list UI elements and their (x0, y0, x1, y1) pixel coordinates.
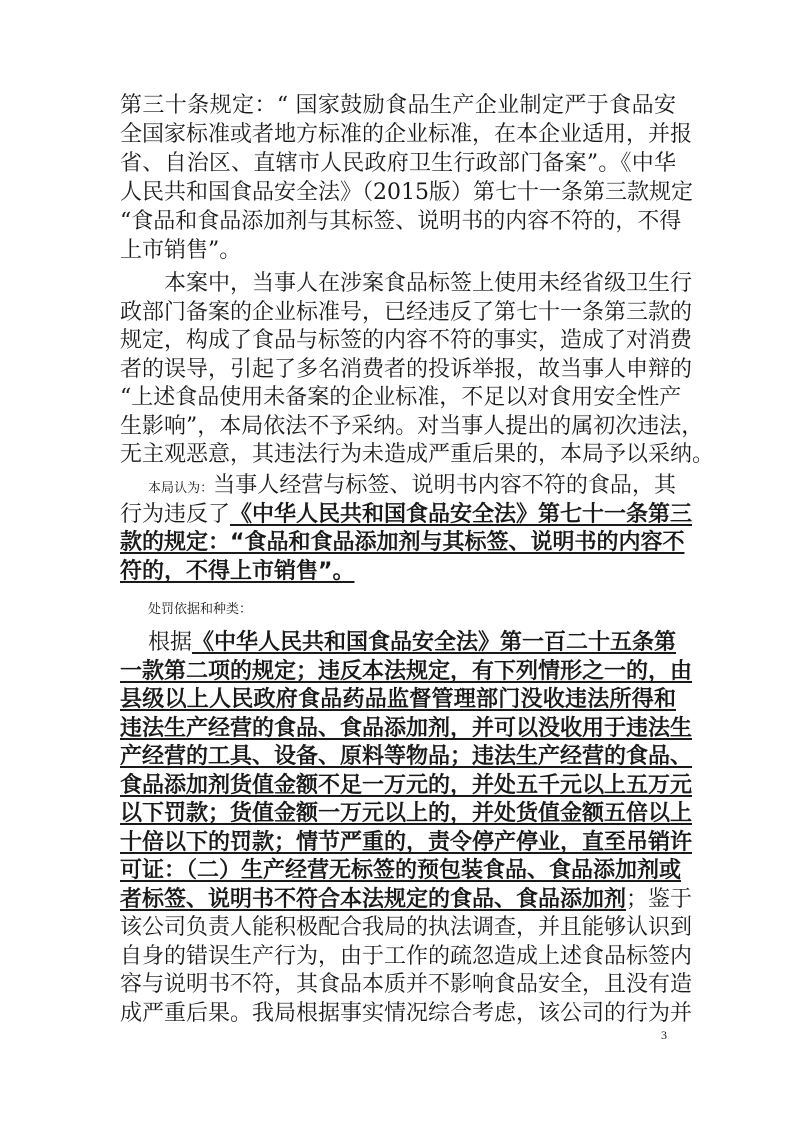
penalty-clause-end: 者标签、说明书不符合本法规定的食品、食品添加剂 (120, 887, 627, 912)
paragraph-1-line-3: 省、自治区、直辖市人民政府卫生行政部门备案”。《中华 (120, 151, 676, 176)
law-citation: 《中华人民共和国食品安全法》第七十一条第三 (230, 502, 693, 527)
violation-intro: 行为违反了 (120, 502, 231, 527)
paragraph-1-line-2: 全国家标准或者地方标准的企业标准，在本企业适用，并报 (120, 122, 693, 147)
paragraph-4-line-7: 以下罚款；货值金额一万元以上的，并处货值金额五倍以上 (120, 801, 693, 826)
finding-text: 当事人经营与标签、说明书内容不符的食品，其 (213, 473, 676, 498)
paragraph-4-line-2: 一款第二项的规定；违反本法规定，有下列情形之一的，由 (120, 659, 693, 684)
penalty-law-citation: 《中华人民共和国食品安全法》第一百二十五条第 (192, 630, 677, 655)
paragraph-1-line-4: 人民共和国食品安全法》（2015版）第七十一条第三款规定 (120, 180, 693, 205)
paragraph-2-line-6: 生影响”，本局依法不予采纳。对当事人提出的属初次违法， (120, 414, 704, 439)
paragraph-2-line-1: 本案中，当事人在涉案食品标签上使用未经省级卫生行 (164, 271, 693, 296)
paragraph-4-line-4: 违法生产经营的食品、食品添加剂，并可以没收用于违法生 (120, 716, 693, 741)
paragraph-4-line-5: 产经营的工具、设备、原料等物品；违法生产经营的食品、 (120, 744, 693, 769)
page-number: 3 (661, 1028, 667, 1042)
paragraph-4-line-3: 县级以上人民政府食品药品监督管理部门没收违法所得和 (120, 687, 676, 712)
finding-label: 本局认为： (148, 481, 214, 496)
paragraph-2-line-4: 者的误导，引起了多名消费者的投诉举报，故当事人申辩的 (120, 357, 693, 382)
paragraph-3-line-1 (148, 471, 676, 501)
paragraph-4-line-11: 该公司负责人能积极配合我局的执法调查，并且能够认识到 (120, 915, 693, 940)
paragraph-2-line-3: 规定，构成了食品与标签的内容不符的事实，造成了对消费 (120, 328, 693, 353)
paragraph-4-line-1 (148, 628, 676, 658)
section-heading: 处罚依据和种类： (148, 602, 253, 617)
paragraph-4-line-14: 成严重后果。我局根据事实情况综合考虑，该公司的行为并 (120, 1001, 693, 1026)
mitigation-intro: ；鉴于 (626, 887, 693, 912)
basis-intro: 根据 (148, 630, 193, 655)
paragraph-4-line-12: 自身的错误生产行为，由于工作的疏忽造成上述食品标签内 (120, 944, 693, 969)
paragraph-2-line-7: 无主观恶意，其违法行为未造成严重后果的，本局予以采纳。 (120, 442, 715, 467)
paragraph-3-line-4: 符的，不得上市销售”。 (120, 559, 355, 584)
paragraph-4-line-9: 可证：（二）生产经营无标签的预包装食品、食品添加剂或 (120, 858, 682, 883)
paragraph-2-line-5: “上述食品使用未备案的企业标准，不足以对食用安全性产 (120, 385, 682, 410)
paragraph-4-line-6: 食品添加剂货值金额不足一万元的，并处五千元以上五万元 (120, 773, 693, 798)
paragraph-4-line-8: 十倍以下的罚款；情节严重的，责令停产停业，直至吊销许 (120, 830, 693, 855)
paragraph-1-line-6: 上市销售”。 (120, 238, 242, 263)
paragraph-2-line-2: 政部门备案的企业标准号，已经违反了第七十一条第三款的 (120, 300, 693, 325)
paragraph-1-line-1: 第三十条规定：“ 国家鼓励食品生产企业制定严于食品安 (120, 93, 676, 118)
paragraph-1-line-5: “食品和食品添加剂与其标签、说明书的内容不符的，不得 (120, 209, 682, 234)
paragraph-4-line-13: 容与说明书不符，其食品本质并不影响食品安全，且没有造 (120, 972, 693, 997)
paragraph-3-line-2 (120, 500, 693, 530)
paragraph-4-line-10 (120, 885, 693, 915)
paragraph-3-line-3: 款的规定：“食品和食品添加剂与其标签、说明书的内容不 (120, 530, 685, 555)
